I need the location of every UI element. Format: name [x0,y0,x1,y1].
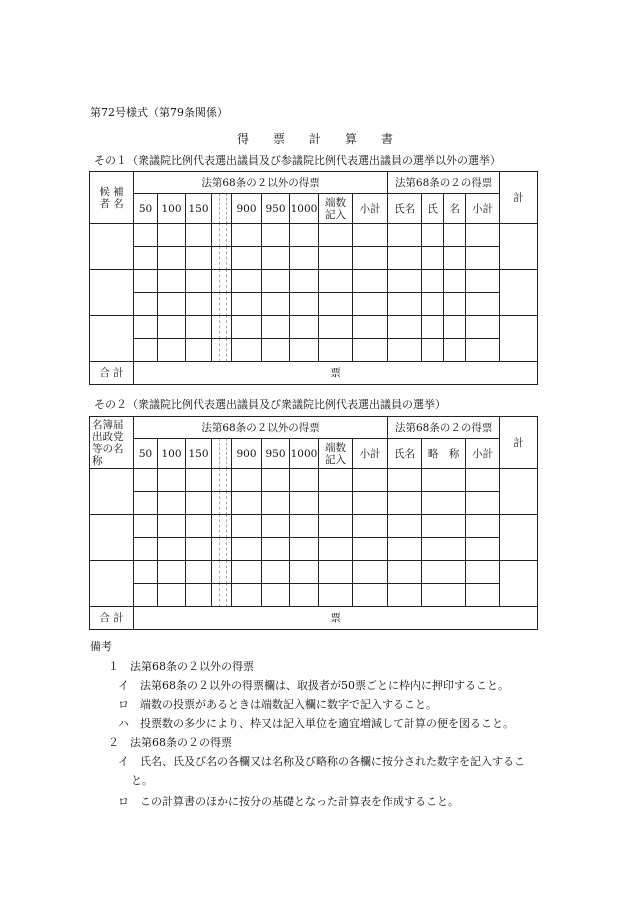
col-100: 100 [158,194,186,224]
group-non-68-2-header: 法第68条の２以外の得票 [134,172,388,194]
col-fraction-entry: 端数 記入 [319,194,353,224]
table-row [90,538,538,561]
document-title: 得 票 計 算 書 [236,132,393,146]
col-950: 950 [262,439,290,469]
note-item: イ 法第68条の２以外の得票欄は、取扱者が50票ごとに枠内に押印すること。 [118,679,509,692]
candidate-name-header: 候 補 者 名 [90,172,134,224]
col-50: 50 [134,194,158,224]
col-full-name: 氏名 [388,194,422,224]
col-subtotal-b: 小計 [466,439,500,469]
note-item: と。 [131,774,153,787]
sum-row-label: 合 計 [90,362,134,385]
col-subtotal-a: 小計 [353,439,388,469]
form-label: 第72号様式（第79条関係） [90,106,228,119]
note-item: １ 法第68条の２以外の得票 [108,660,254,673]
table-row [90,584,538,607]
col-900: 900 [232,439,262,469]
col-surname: 氏 [422,194,444,224]
group-non-68-2-header: 法第68条の２以外の得票 [134,417,388,439]
column-break [212,194,232,224]
table-row [90,316,538,339]
group-68-2-header: 法第68条の２の得票 [388,417,500,439]
col-full-name: 氏名 [388,439,422,469]
vote-table-1 [89,171,538,385]
col-abbreviation: 略 称 [422,439,466,469]
table-row [90,247,538,270]
vote-table-2 [89,416,538,630]
col-50: 50 [134,439,158,469]
party-name-header: 名簿届 出政党 等の名 称 [90,417,134,469]
col-fraction-entry: 端数 記入 [319,439,353,469]
notes-title: 備考 [90,640,112,653]
total-column-header: 計 [500,417,538,469]
sum-row-unit: 票 [134,362,538,385]
note-item: ２ 法第68条の２の得票 [108,736,232,749]
table-row [90,515,538,538]
total-column-header: 計 [500,172,538,224]
col-1000: 1000 [290,194,319,224]
col-950: 950 [262,194,290,224]
column-break [212,439,232,469]
table-row [90,339,538,362]
col-900: 900 [232,194,262,224]
table-row [90,293,538,316]
note-item: ロ この計算書のほかに按分の基礎となった計算表を作成すること。 [118,795,459,808]
col-150: 150 [186,439,212,469]
note-item: イ 氏名、氏及び名の各欄又は名称及び略称の各欄に按分された数字を記入するこ [118,755,525,768]
sum-row-unit: 票 [134,607,538,630]
table-row [90,561,538,584]
col-1000: 1000 [290,439,319,469]
note-item: ハ 投票数の多少により、枠又は記入単位を適宜増減して計算の便を図ること。 [118,717,514,730]
section2-heading: その２（衆議院比例代表選出議員及び衆議院比例代表選出議員の選挙） [94,398,446,411]
table-row [90,270,538,293]
section1-heading: その１（衆議院比例代表選出議員及び参議院比例代表選出議員の選挙以外の選挙） [94,154,501,167]
sum-row-label: 合 計 [90,607,134,630]
col-subtotal-b: 小計 [466,194,500,224]
col-150: 150 [186,194,212,224]
col-subtotal-a: 小計 [353,194,388,224]
col-given-name: 名 [444,194,466,224]
table-row [90,492,538,515]
group-68-2-header: 法第68条の２の得票 [388,172,500,194]
table-row [90,469,538,492]
col-100: 100 [158,439,186,469]
note-item: ロ 端数の投票があるときは端数記入欄に数字で記入すること。 [118,698,437,711]
table-row [90,224,538,247]
